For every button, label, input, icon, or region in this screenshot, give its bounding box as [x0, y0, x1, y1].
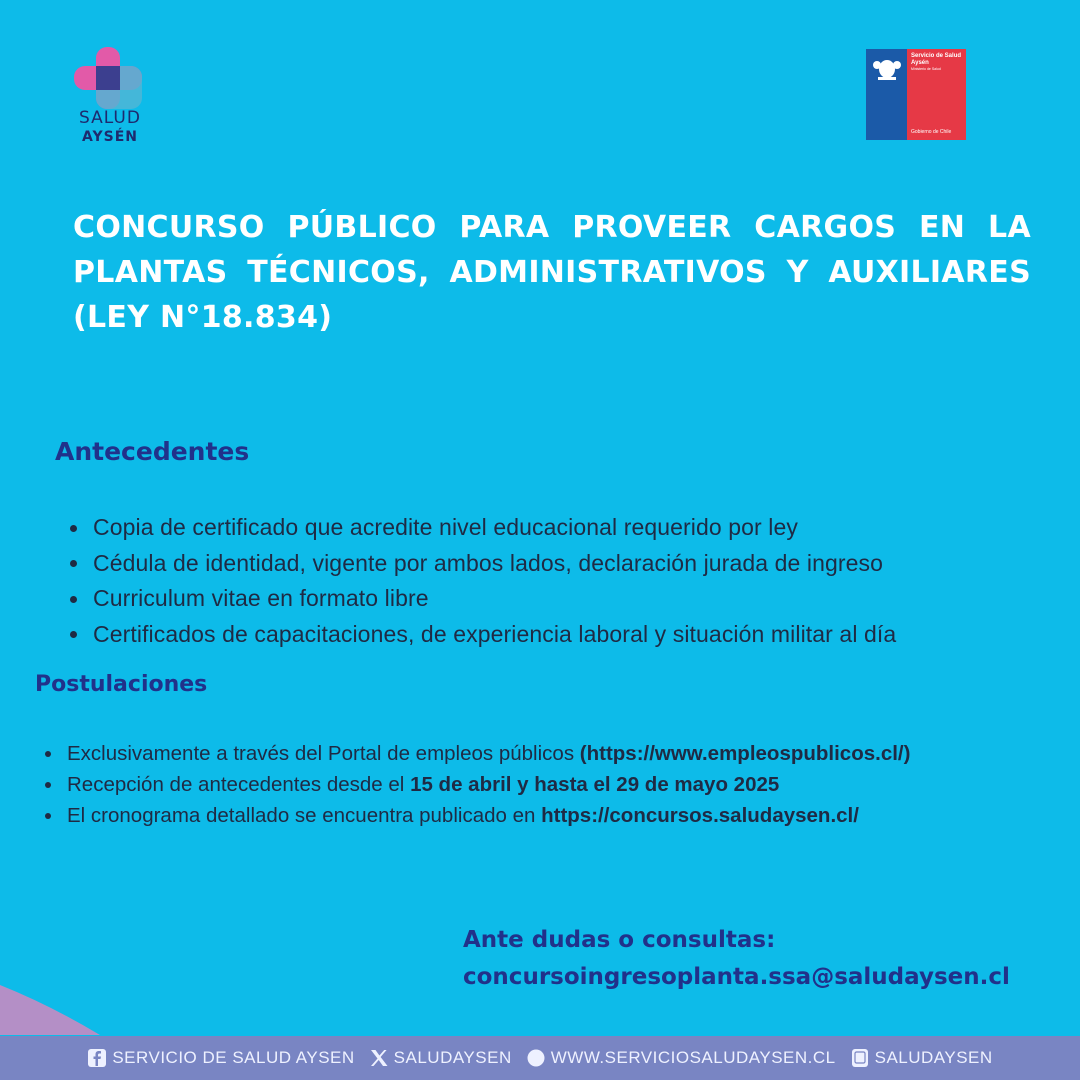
logo-text-aysen: AYSÉN: [82, 129, 138, 145]
date-range: 15 de abril y hasta el 29 de mayo 2025: [410, 773, 780, 796]
footer-facebook[interactable]: SERVICIO DE SALUD AYSEN: [87, 1048, 354, 1068]
health-cross-icon: [74, 47, 142, 109]
corner-decoration: [0, 985, 100, 1035]
footer-web[interactable]: WWW.SERVICIOSALUDAYSEN.CL: [526, 1048, 836, 1068]
list-item: Curriculum vitae en formato libre: [70, 581, 896, 617]
globe-icon: [526, 1048, 546, 1068]
bullet-icon: [70, 596, 77, 603]
portal-link[interactable]: (https://www.empleospublicos.cl/): [579, 742, 911, 765]
facebook-icon: [87, 1048, 107, 1068]
logo-text-salud: SALUD: [79, 108, 141, 128]
x-icon: [369, 1048, 389, 1068]
gov-logo-gobierno: Gobierno de Chile: [911, 129, 952, 135]
list-item: Certificados de capacitaciones, de experiencia laboral y situación militar al día: [70, 617, 896, 653]
contact-email[interactable]: concursoingresoplanta.ssa@saludaysen.cl: [463, 964, 1010, 990]
contact-label: Ante dudas o consultas:: [463, 927, 776, 953]
list-item: Recepción de antecedentes desde el 15 de abril y hasta el 29 de mayo 2025: [45, 769, 910, 800]
bullet-icon: [45, 813, 51, 819]
bullet-icon: [45, 782, 51, 788]
bullet-icon: [45, 751, 51, 757]
antecedentes-list: [70, 510, 896, 652]
list-item: Cédula de identidad, vigente por ambos lados, declaración jurada de ingreso: [70, 546, 896, 582]
list-item: El cronograma detallado se encuentra publicado en https://concursos.saludaysen.cl/: [45, 800, 910, 831]
footer-bar: [0, 1036, 1080, 1080]
contact-block: [463, 922, 1010, 996]
bullet-icon: [70, 560, 77, 567]
concursos-link[interactable]: https://concursos.saludaysen.cl/: [541, 804, 859, 827]
gov-logo-ministry: Ministerio de Salud: [911, 67, 941, 71]
gobierno-logo: [866, 49, 966, 140]
bullet-icon: [70, 525, 77, 532]
page-title: CONCURSO PÚBLICO PARA PROVEER CARGOS EN LA PLANTAS TÉCNICOS, ADMINISTRATIVOS Y AUXILIARES (LEY N°18.834): [73, 210, 1031, 335]
antecedentes-heading: Antecedentes: [55, 437, 250, 466]
coat-of-arms-icon: [872, 55, 902, 81]
gov-logo-service: Servicio de Salud Aysén: [911, 53, 962, 66]
bullet-icon: [70, 631, 77, 638]
footer-x[interactable]: SALUDAYSEN: [369, 1048, 512, 1068]
salud-aysen-logo: [70, 45, 150, 155]
instagram-icon: [850, 1048, 870, 1068]
footer-instagram[interactable]: SALUDAYSEN: [850, 1048, 993, 1068]
postulaciones-list: [45, 738, 910, 831]
postulaciones-heading: Postulaciones: [35, 672, 208, 697]
list-item: Copia de certificado que acredite nivel educacional requerido por ley: [70, 510, 896, 546]
list-item: Exclusivamente a través del Portal de empleos públicos (https://www.empleospublicos.cl/): [45, 738, 910, 769]
